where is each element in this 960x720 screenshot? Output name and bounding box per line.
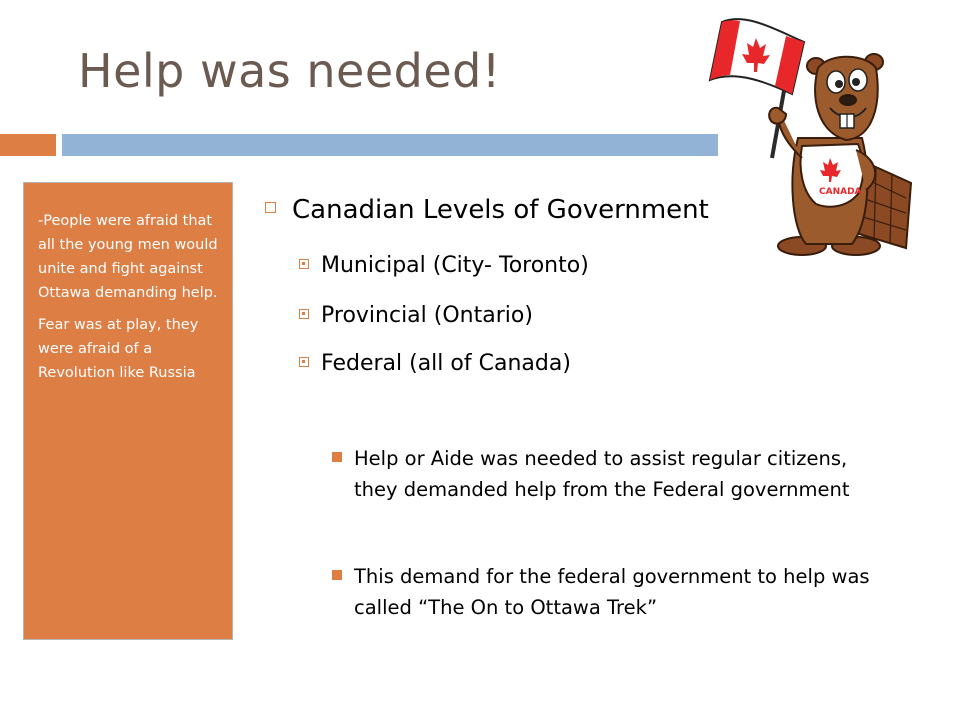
sidebar-note-box [23, 182, 233, 640]
hollow-square-bullet-icon [265, 202, 276, 213]
sidebar-paragraph-1: -People were afraid that all the young men would unite and fight against Ottawa demanding help. [38, 213, 218, 301]
beaver-head [807, 54, 883, 140]
detail-bullet-2 [332, 561, 872, 623]
bullet-level-federal [299, 351, 571, 376]
bullet-level-municipal [299, 253, 589, 278]
heading-text: Canadian Levels of Government [292, 195, 709, 225]
square-bullet-icon [299, 259, 309, 269]
slide-title: Help was needed! [78, 44, 501, 98]
shirt-text: CANADA [819, 187, 862, 197]
sidebar-paragraph-2: Fear was at play, they were afraid of a Revolution like Russia [38, 317, 199, 381]
detail-text: This demand for the federal government to help was called “The On to Ottawa Trek” [354, 565, 870, 619]
detail-bullet-1 [332, 443, 872, 505]
accent-bar-blue [62, 134, 718, 156]
bullet-level-provincial [299, 303, 533, 328]
level-text: Provincial (Ontario) [321, 303, 533, 328]
bullet-heading [265, 195, 709, 225]
square-bullet-icon [299, 309, 309, 319]
level-text: Municipal (City- Toronto) [321, 253, 589, 278]
accent-bar-orange [0, 134, 56, 156]
beaver-with-canadian-flag-icon [706, 8, 920, 260]
level-text: Federal (all of Canada) [321, 351, 571, 376]
beaver-left-hand [769, 108, 786, 124]
filled-square-bullet-icon [332, 570, 342, 580]
filled-square-bullet-icon [332, 452, 342, 462]
detail-text: Help or Aide was needed to assist regular citizens, they demanded help from the Federal government [354, 447, 850, 501]
canadian-flag-icon [710, 19, 804, 94]
square-bullet-icon [299, 357, 309, 367]
